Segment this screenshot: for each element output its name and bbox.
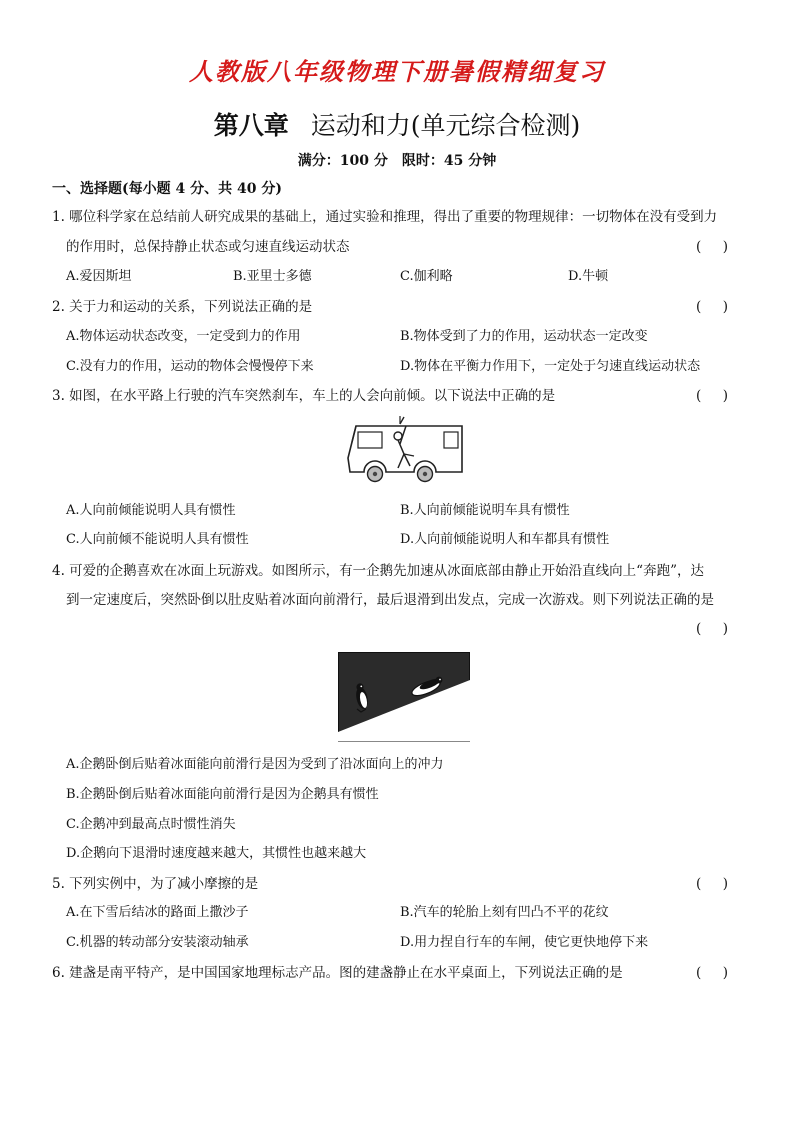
car-braking-figure xyxy=(340,412,468,484)
q1-answer-paren: ( ) xyxy=(696,239,728,255)
chapter-name: 运动和力 xyxy=(310,111,411,140)
q4-answer-paren: ( ) xyxy=(696,621,728,637)
q5-option-a[interactable]: A.在下雪后结冰的路面上撒沙子 xyxy=(66,905,249,920)
q5-option-b[interactable]: B.汽车的轮胎上刻有凹凸不平的花纹 xyxy=(400,905,609,920)
q5-option-c[interactable]: C.机器的转动部分安装滚动轴承 xyxy=(66,935,249,950)
q3-option-b[interactable]: B.人向前倾能说明车具有惯性 xyxy=(400,503,570,518)
q3-answer-paren: ( ) xyxy=(696,388,728,404)
time-limit: 限时：45 分钟 xyxy=(401,153,497,169)
q3-option-a[interactable]: A.人向前倾能说明人具有惯性 xyxy=(66,503,236,518)
q4-option-d[interactable]: D.企鹅向下退滑时速度越来越大，其惯性也越来越大 xyxy=(66,846,367,861)
q3-option-d[interactable]: D.人向前倾能说明人和车都具有惯性 xyxy=(400,532,610,547)
chapter-number: 第八章 xyxy=(213,111,289,140)
q2-stem: 2. 关于力和运动的关系，下列说法正确的是 xyxy=(52,299,313,315)
q3-stem: 3. 如图，在水平路上行驶的汽车突然刹车，车上的人会向前倾。以下说法中正确的是 xyxy=(52,388,556,404)
q2-option-c[interactable]: C.没有力的作用，运动的物体会慢慢停下来 xyxy=(66,359,314,374)
q6-stem: 6. 建盏是南平特产，是中国国家地理标志产品。图的建盏静止在水平桌面上，下列说法正确的是 xyxy=(52,965,623,981)
banner-title: 人教版八年级物理下册暑假精细复习 xyxy=(189,57,605,86)
q2-option-a[interactable]: A.物体运动状态改变，一定受到力的作用 xyxy=(66,329,301,344)
q3-option-c[interactable]: C.人向前倾不能说明人具有惯性 xyxy=(66,532,249,547)
full-score: 满分：100 分 xyxy=(297,153,388,169)
chapter-note: (单元综合检测) xyxy=(410,111,581,140)
q4-option-b[interactable]: B.企鹅卧倒后贴着冰面能向前滑行是因为企鹅具有惯性 xyxy=(66,787,379,802)
chapter-heading xyxy=(0,106,794,142)
q1-option-b[interactable]: B.亚里士多德 xyxy=(233,269,312,284)
q1-stem-line1: 1. 哪位科学家在总结前人研究成果的基础上，通过实验和推理，得出了重要的物理规律：一切物体在没有受到力 xyxy=(52,209,718,225)
q1-option-d[interactable]: D.牛顿 xyxy=(568,269,609,284)
q2-option-b[interactable]: B.物体受到了力的作用，运动状态一定改变 xyxy=(400,329,648,344)
q4-stem-line1: 4. 可爱的企鹅喜欢在冰面上玩游戏。如图所示，有一企鹅先加速从冰面底部由静止开始沿直线向上“奔跑”，达 xyxy=(52,563,704,579)
q5-option-d[interactable]: D.用力捏自行车的车闸，使它更快地停下来 xyxy=(400,935,649,950)
q1-stem-line2: 的作用时，总保持静止状态或匀速直线运动状态 xyxy=(66,239,350,255)
q5-stem: 5. 下列实例中，为了减小摩擦的是 xyxy=(52,876,259,892)
q1-option-a[interactable]: A.爱因斯坦 xyxy=(66,269,132,284)
q4-option-c[interactable]: C.企鹅冲到最高点时惯性消失 xyxy=(66,817,236,832)
exam-meta xyxy=(0,150,794,170)
penguin-slope-figure xyxy=(338,652,470,742)
q2-option-d[interactable]: D.物体在平衡力作用下，一定处于匀速直线运动状态 xyxy=(400,359,701,374)
q5-answer-paren: ( ) xyxy=(696,876,728,892)
section-title: 一、选择题(每小题 4 分、共 40 分) xyxy=(52,181,282,197)
q4-option-a[interactable]: A.企鹅卧倒后贴着冰面能向前滑行是因为受到了沿冰面向上的冲力 xyxy=(66,757,444,772)
q6-answer-paren: ( ) xyxy=(696,965,728,981)
q4-stem-line2: 到一定速度后，突然卧倒以肚皮贴着冰面向前滑行，最后退滑到出发点，完成一次游戏。则下列说法正确的是 xyxy=(66,592,714,608)
q1-option-c[interactable]: C.伽利略 xyxy=(400,269,453,284)
q2-answer-paren: ( ) xyxy=(696,299,728,315)
